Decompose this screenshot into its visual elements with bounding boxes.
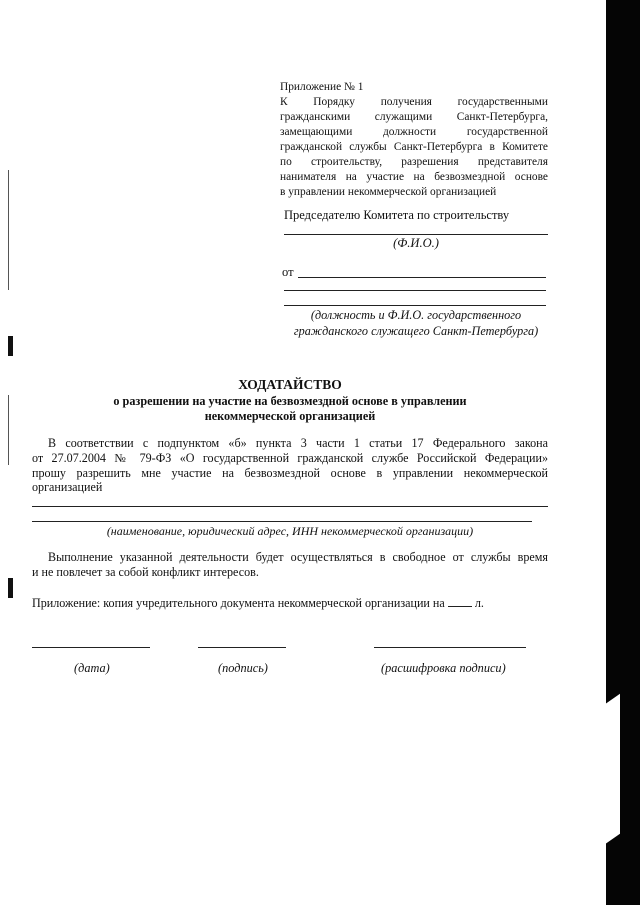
request-line-3: прошу разрешить мне участие на безвозмездной основе в управлении некоммерческой xyxy=(32,465,548,480)
from-line-2 xyxy=(284,290,546,291)
request-line-4: организацией xyxy=(32,480,103,495)
fio-caption: (Ф.И.О.) xyxy=(393,236,439,250)
signature-caption: (подпись) xyxy=(218,661,268,675)
org-line-1 xyxy=(32,506,548,507)
from-line-1 xyxy=(298,277,546,278)
request-line-1: В соответствии с подпунктом «б» пункта 3 части 1 статьи 17 Федерального закона xyxy=(48,436,548,450)
org-caption: (наименование, юридический адрес, ИНН некоммерческой организации) xyxy=(106,524,474,538)
appendix-line-7: в управлении некоммерческой организацией xyxy=(280,186,497,198)
appendix-line-4: гражданской службы Санкт-Петербурга в Комитете xyxy=(280,141,548,153)
fio-line xyxy=(284,234,548,235)
appendix-line-1: К Порядку получения государственными xyxy=(280,96,548,108)
petition-subtitle-line-2: некоммерческой организацией xyxy=(204,409,376,423)
activity-line-1: Выполнение указанной деятельности будет осуществляться в свободное от службы время xyxy=(48,550,548,564)
left-edge-line-1 xyxy=(8,170,9,290)
decoding-caption: (расшифровка подписи) xyxy=(381,661,506,675)
activity-paragraph xyxy=(32,550,548,580)
from-line-3 xyxy=(284,305,546,306)
binder-mark-top xyxy=(8,336,13,356)
org-line-2 xyxy=(32,521,532,522)
binder-mark-bottom xyxy=(8,578,13,598)
petition-subtitle-line-1: о разрешении на участие на безвозмездной основе в управлении xyxy=(113,394,467,408)
petition-title: ХОДАТАЙСТВО xyxy=(238,377,342,392)
request-line-2: от 27.07.2004 № 79-ФЗ «О государственной гражданской службе Российской Федерации» xyxy=(32,450,548,465)
signature-line xyxy=(198,647,286,648)
position-caption-line-1: (должность и Ф.И.О. государственного xyxy=(310,308,522,322)
position-caption-line-2: гражданского служащего Санкт-Петербурга) xyxy=(293,324,539,338)
request-paragraph xyxy=(32,436,548,495)
appendix-title: Приложение № 1 xyxy=(280,81,364,93)
appendix-line-2: гражданскими служащими Санкт-Петербурга, xyxy=(280,111,548,123)
from-label: от xyxy=(282,265,294,279)
appendix-line-3: замещающими должности государственной xyxy=(280,126,548,138)
addressee-to: Председателю Комитета по строительству xyxy=(284,208,510,222)
activity-line-2: и не повлечет за собой конфликт интересов. xyxy=(32,565,259,579)
appendix-line-6: нанимателя на участие на безвозмездной основе xyxy=(280,171,548,183)
decoding-line xyxy=(374,647,526,648)
appendix-line-5: по строительству, разрешения представителя xyxy=(280,156,548,168)
attachment-pages-blank xyxy=(448,596,472,607)
date-line xyxy=(32,647,150,648)
position-caption xyxy=(280,307,552,339)
date-caption: (дата) xyxy=(74,661,110,675)
attachment-line xyxy=(32,596,484,611)
attachment-text: Приложение: копия учредительного документа некоммерческой организации на xyxy=(32,596,445,610)
appendix-block xyxy=(280,95,548,200)
attachment-suffix: л. xyxy=(474,596,484,610)
scan-edge-notch xyxy=(602,694,620,847)
petition-subtitle xyxy=(0,394,580,424)
